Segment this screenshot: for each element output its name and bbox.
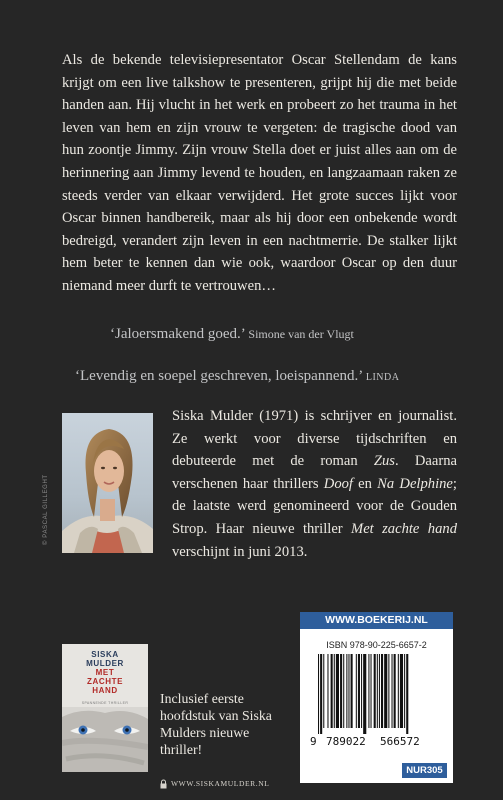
barcode-bar: [351, 654, 353, 728]
review-quote-2: [75, 368, 475, 385]
barcode-bar: [381, 654, 383, 728]
publisher-url[interactable]: WWW.BOEKERIJ.NL: [300, 612, 453, 629]
back-cover-blurb: Als de bekende televisiepresentator Oscar Stellendam de kans krijgt om een live talkshow te presenteren, grijpt hij die met beide handen aan. Hij vlucht in het werk en probeert zo het trauma in het leven van hem en zijn vrouw te vergeten: de tragische dood van hun zoontje Jimmy. Zijn vrouw Stella doet er juist alles aan om de herinnering aan Jimmy levend te houden, en langzaamaan raken ze steeds verder van elkaar verwijderd. Het grote succes lijkt voor Oscar binnen handbereik, maar als hij door een onbekende wordt bedreigd, verandert zijn leven in een nachtmerrie. De stalker lijkt hem beter te kennen dan wie ook, waardoor Oscar op den duur niemand meer durft te vertrouwen…: [62, 52, 457, 294]
barcode-bar: [384, 654, 387, 728]
barcode-bar: [394, 654, 396, 728]
review-quote-1: [110, 326, 450, 343]
barcode-bar: [377, 654, 378, 728]
thumbnail-subtitle: SPANNENDE THRILLER: [81, 701, 129, 705]
barcode-bar: [336, 654, 339, 728]
thumbnail-book-title: HAND: [92, 686, 118, 695]
bio-text: Siska Mulder (1971) is schrijver en journalist. Ze werkt voor diverse tijdschriften en debuteerde met de roman: [172, 408, 457, 470]
book-title-na-delphine: Na Delphine: [377, 475, 453, 492]
lock-icon: [160, 779, 167, 789]
barcode-bar: [400, 654, 403, 728]
bio-text: en: [352, 475, 378, 492]
barcode-bar: [318, 654, 319, 734]
author-website-url: WWW.SISKAMULDER.NL: [171, 779, 270, 788]
thumbnail-author: SISKA: [91, 650, 119, 659]
isbn-barcode: [310, 654, 443, 750]
bio-text: verschijnt in juni 2013.: [172, 543, 308, 560]
barcode-bar: [388, 654, 389, 728]
promo-text: Inclusief eerste hoofdstuk van Siska Mulders nieuwe thriller!: [160, 691, 272, 757]
thumbnail-author: MULDER: [86, 659, 124, 668]
book-title-doof: Doof: [323, 475, 353, 492]
barcode-bar: [334, 654, 335, 728]
cover-face-image: [62, 707, 148, 772]
bio-text: . Daarna verschenen haar thrillers: [172, 453, 457, 492]
author-photo: [62, 413, 153, 553]
book-title-zus: Zus: [373, 453, 395, 470]
thumbnail-book-title: ZACHTE: [86, 677, 124, 686]
isbn-number: ISBN 978-90-225-6657-2: [326, 640, 427, 650]
nur-code: NUR305: [402, 763, 447, 778]
barcode-bar: [323, 654, 324, 728]
barcode-digits: 9: [310, 735, 317, 748]
barcode-bar: [379, 654, 380, 728]
quote-source: LINDA: [365, 372, 400, 383]
book-title-met-zachte-hand: Met zachte hand: [351, 520, 457, 537]
barcode-bar: [358, 654, 360, 728]
barcode-bar: [406, 654, 408, 734]
barcode-bar: [371, 654, 372, 728]
barcode-bar: [346, 654, 347, 728]
barcode-bar: [368, 654, 369, 728]
barcode-digits: 789022: [326, 735, 366, 748]
bio-text: ; de laatste werd genomineerd voor de Gouden Strop. Haar nieuwe thriller: [172, 475, 457, 537]
barcode-bar: [343, 654, 344, 728]
author-website[interactable]: [160, 779, 269, 789]
quote-text: ‘Jaloersmakend goed.’: [110, 326, 245, 342]
barcode-bar: [404, 654, 405, 728]
barcode-bar: [361, 654, 362, 728]
quote-source: Simone van der Vlugt: [248, 327, 354, 341]
author-portrait-image: [62, 413, 153, 553]
barcode-bar: [398, 654, 399, 728]
next-book-cover-thumbnail: [62, 644, 148, 772]
barcode-bar: [327, 654, 328, 728]
barcode-panel: [300, 612, 453, 783]
barcode-bar: [340, 654, 342, 728]
barcode-bar: [331, 654, 333, 728]
thumbnail-book-title: MET: [95, 668, 115, 677]
barcode-digits: 566572: [380, 735, 420, 748]
barcode-bar: [356, 654, 357, 728]
barcode-bar: [363, 654, 366, 734]
barcode-bar: [320, 654, 322, 734]
photo-credit: © PASCAL GILLEGHT: [43, 474, 49, 545]
quote-text: ‘Levendig en soepel geschreven, loeispannend.’: [75, 368, 363, 384]
barcode-bar: [392, 654, 393, 728]
thumbnail-title: [62, 650, 148, 695]
author-bio: [172, 405, 457, 563]
barcode-bar: [374, 654, 376, 728]
barcode-bar: [348, 654, 349, 728]
